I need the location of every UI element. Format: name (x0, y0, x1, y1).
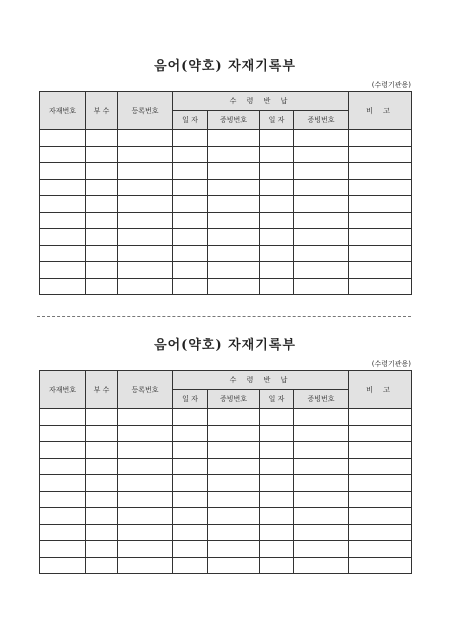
table-row (40, 212, 412, 229)
record-table (39, 91, 412, 295)
table-row (40, 278, 412, 295)
header-material-no: 자재번호 (40, 371, 86, 409)
header-evidence-no: 증빙번호 (294, 111, 349, 130)
record-form-top (39, 58, 411, 295)
header-receipt-return: 수 령 반 납 (173, 371, 349, 390)
table-row (40, 146, 412, 163)
table-row (40, 541, 412, 558)
header-receipt-return: 수 령 반 납 (173, 92, 349, 111)
header-date: 일 자 (173, 390, 208, 409)
table-row (40, 409, 412, 426)
header-evidence-no: 증빙번호 (208, 111, 260, 130)
table-row (40, 245, 412, 262)
header-remarks: 비 고 (349, 371, 412, 409)
header-evidence-no: 증빙번호 (294, 390, 349, 409)
table-row (40, 557, 412, 574)
table-body (40, 409, 412, 574)
form-title: 음어(약호) 자재기록부 (154, 338, 296, 353)
table-row (40, 425, 412, 442)
form-title: 음어(약호) 자재기록부 (154, 59, 296, 74)
header-remarks: 비 고 (349, 92, 412, 130)
table-row (40, 262, 412, 279)
table-body (40, 130, 412, 295)
table-row (40, 179, 412, 196)
header-date: 일 자 (173, 111, 208, 130)
record-table (39, 370, 412, 574)
table-row (40, 442, 412, 459)
header-reg-no: 등록번호 (118, 92, 173, 130)
table-row (40, 458, 412, 475)
table-row (40, 130, 412, 147)
table-row (40, 491, 412, 508)
header-date: 일 자 (260, 111, 294, 130)
dashed-separator (37, 316, 411, 317)
record-form-bottom (39, 337, 411, 574)
table-row (40, 524, 412, 541)
table-row (40, 229, 412, 246)
header-copies: 부 수 (86, 371, 118, 409)
table-row (40, 508, 412, 525)
table-row (40, 475, 412, 492)
header-copies: 부 수 (86, 92, 118, 130)
header-date: 일 자 (260, 390, 294, 409)
header-evidence-no: 증빙번호 (208, 390, 260, 409)
table-row (40, 163, 412, 180)
form-note: (수령기관용) (371, 360, 411, 368)
form-note: (수령기관용) (371, 81, 411, 89)
table-row (40, 196, 412, 213)
header-material-no: 자재번호 (40, 92, 86, 130)
header-reg-no: 등록번호 (118, 371, 173, 409)
